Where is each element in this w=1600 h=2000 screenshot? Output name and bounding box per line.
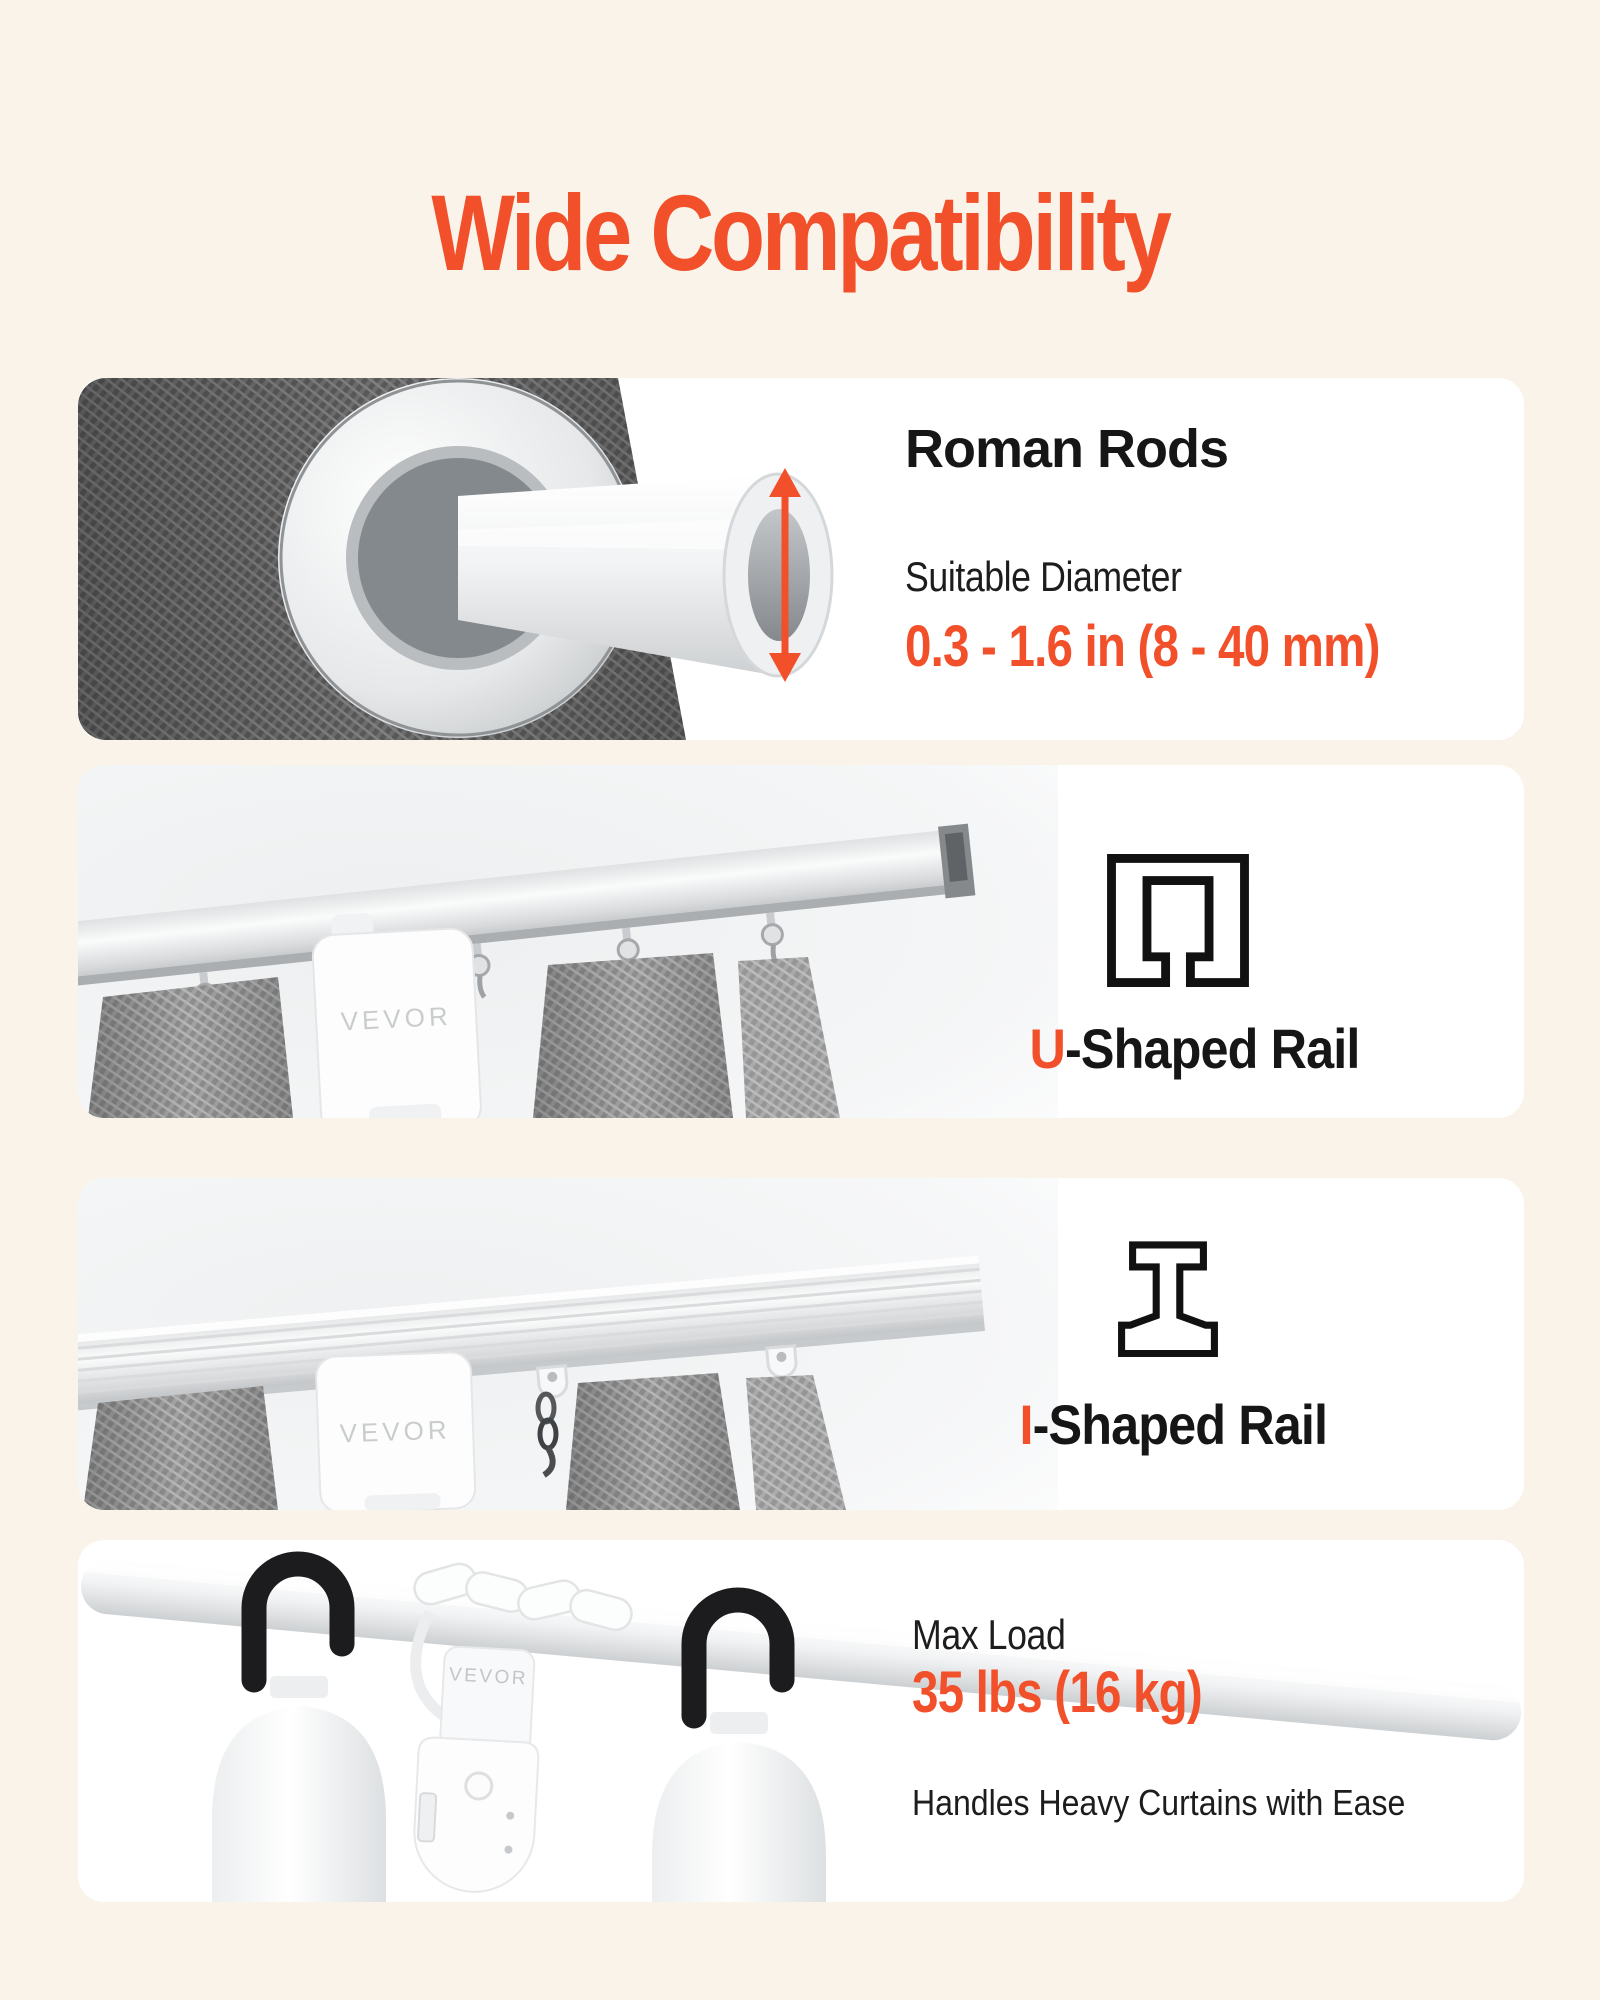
curtain-robot-device [411, 1645, 544, 1895]
roman-rod-photo [78, 378, 878, 740]
i-rail-spec [1003, 1235, 1333, 1457]
curtain-panel-right [566, 1373, 846, 1510]
spec-caption: Handles Heavy Curtains with Ease [912, 1782, 1406, 1823]
rail-label-rest: -Shaped Rail [1032, 1393, 1328, 1456]
spec-value: 0.3 - 1.6 in (8 - 40 mm) [905, 614, 1380, 679]
max-load-photo [78, 1540, 1524, 1902]
vevor-logo: VEVOR [448, 1664, 529, 1690]
curtain-panel-left [88, 977, 293, 1118]
spec-label: Suitable Diameter [905, 553, 1182, 600]
curtain-robot-device [315, 1352, 475, 1510]
charging-port [418, 1793, 436, 1842]
page-title: Wide Compatibility [431, 172, 1169, 294]
vevor-logo: VEVOR [339, 1414, 452, 1449]
spec-value: 35 lbs (16 kg) [912, 1660, 1202, 1725]
i-rail-cross-section-icon [1109, 1235, 1227, 1365]
section-title: Roman Rods [905, 419, 1229, 479]
curtain-panel-left [83, 1386, 278, 1510]
rail-label [1019, 1392, 1328, 1457]
rail-label-accent: I [1019, 1393, 1033, 1456]
section-roman-rods [78, 378, 1524, 740]
vevor-logo: VEVOR [339, 1000, 453, 1037]
rail-label-rest: -Shaped Rail [1065, 1017, 1360, 1080]
device-button [465, 1772, 492, 1799]
u-rail-spec [1013, 854, 1360, 1081]
section-max-load [78, 1540, 1524, 1902]
section-u-shaped-rail [78, 765, 1524, 1118]
hanging-chain-hook [538, 1394, 556, 1475]
u-rail-cross-section-icon [1103, 854, 1253, 987]
u-rail-photo [78, 765, 1058, 1118]
section-i-shaped-rail [78, 1178, 1524, 1510]
rail-label [1029, 1016, 1360, 1081]
curtain-robot-device [311, 908, 482, 1118]
i-rail-photo [78, 1178, 1058, 1510]
curtain-panel-right [533, 953, 840, 1118]
rail-label-accent: U [1029, 1017, 1066, 1080]
spec-label: Max Load [912, 1611, 1066, 1658]
